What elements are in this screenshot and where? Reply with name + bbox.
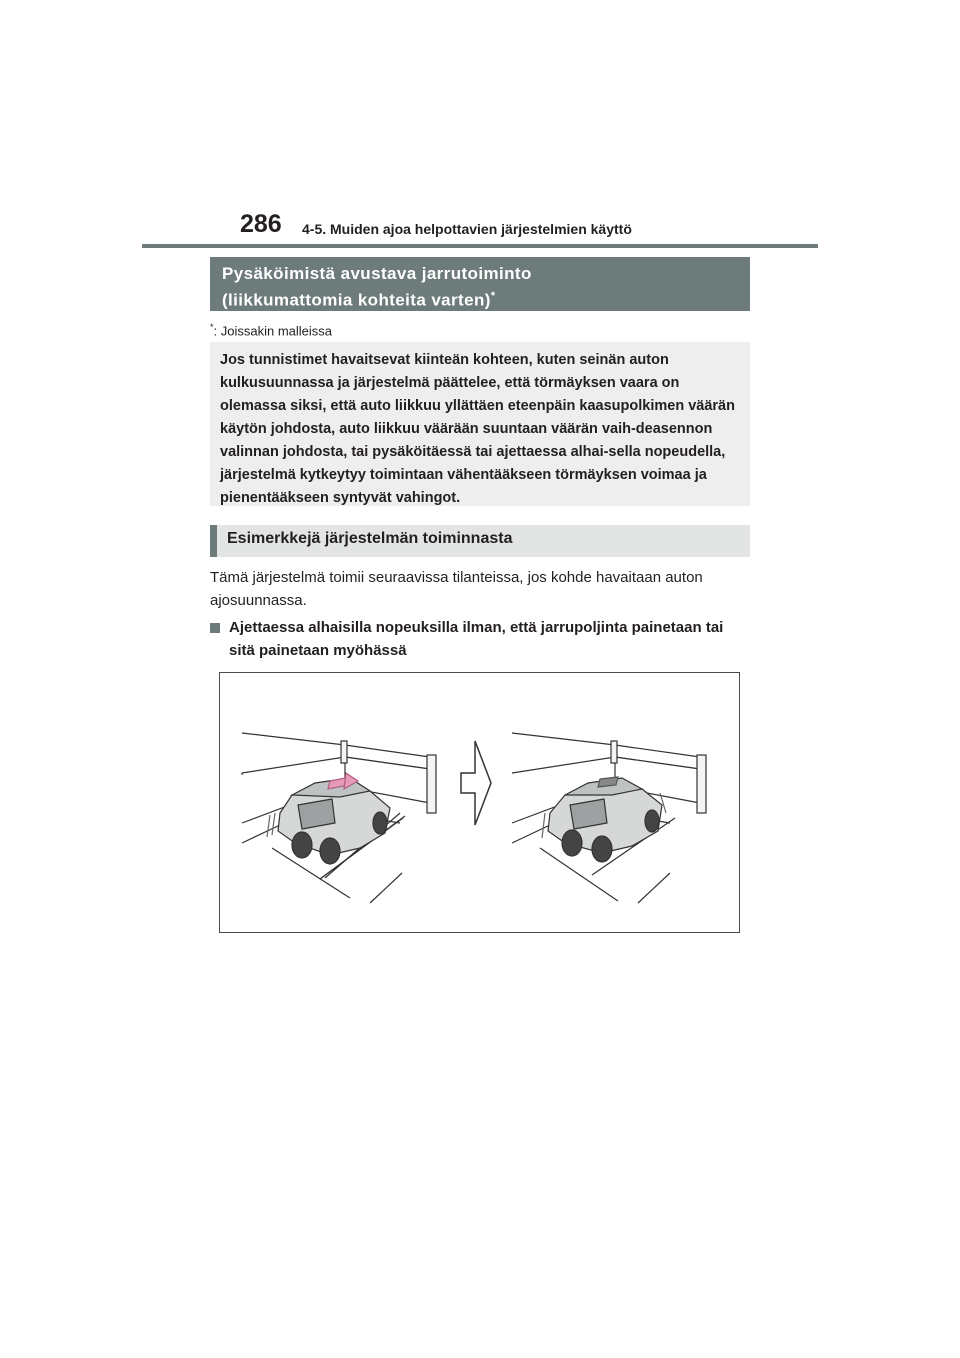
section-title-line2: (liikkumattomia kohteita varten) [222, 290, 491, 310]
footnote [210, 322, 332, 338]
summary-box [210, 342, 750, 506]
section-title-footnote-mark: * [490, 290, 496, 302]
section-title-line1: Pysäköimistä avustava jarrutoiminto [222, 264, 532, 283]
footnote-text: : Joissakin malleissa [213, 323, 333, 339]
parking-illustration [220, 673, 739, 932]
bullet-text: Ajettaessa alhaisilla nopeuksilla ilman, että jarrupoljinta painetaan tai sitä painetaan myöhässä [229, 619, 724, 659]
bullet-item [210, 616, 750, 662]
section-title-examples: Esimerkkejä järjestelmän toiminnasta [210, 525, 750, 557]
summary-text: Jos tunnistimet havaitsevat kiinteän kohteen, kuten seinän auton kulkusuunnassa ja järjestelmä päättelee, että törmäyksen vaara on olemassa siksi, että auto liikkuu yllättäen eteenpäin kaasupolkimen väärän käytön johdosta, auto liikkuu väärään suuntaan väärän vaih-deasennon valinnan johdosta, tai pysäköitäessä tai ajettaessa alhai-sella nopeudella, järjestelmä kytkeytyy toimintaan vähentääkseen törmäyksen voimaa ja pienentääkseen syntyvät vahingot. [220, 352, 735, 506]
intro-paragraph: Tämä järjestelmä toimii seuraavissa tilanteissa, jos kohde havaitaan auton ajosuunnassa. [210, 569, 703, 609]
header-divider [142, 244, 818, 248]
footnote-mark: * [210, 322, 214, 332]
page-number: 286 [240, 210, 282, 238]
running-header: 4-5. Muiden ajoa helpottavien järjestelmien käyttö [302, 221, 632, 237]
transition-arrow-icon [461, 741, 491, 825]
section-title-parking-brake [210, 257, 750, 311]
illustration-frame [219, 672, 740, 933]
square-bullet-icon [210, 623, 220, 633]
